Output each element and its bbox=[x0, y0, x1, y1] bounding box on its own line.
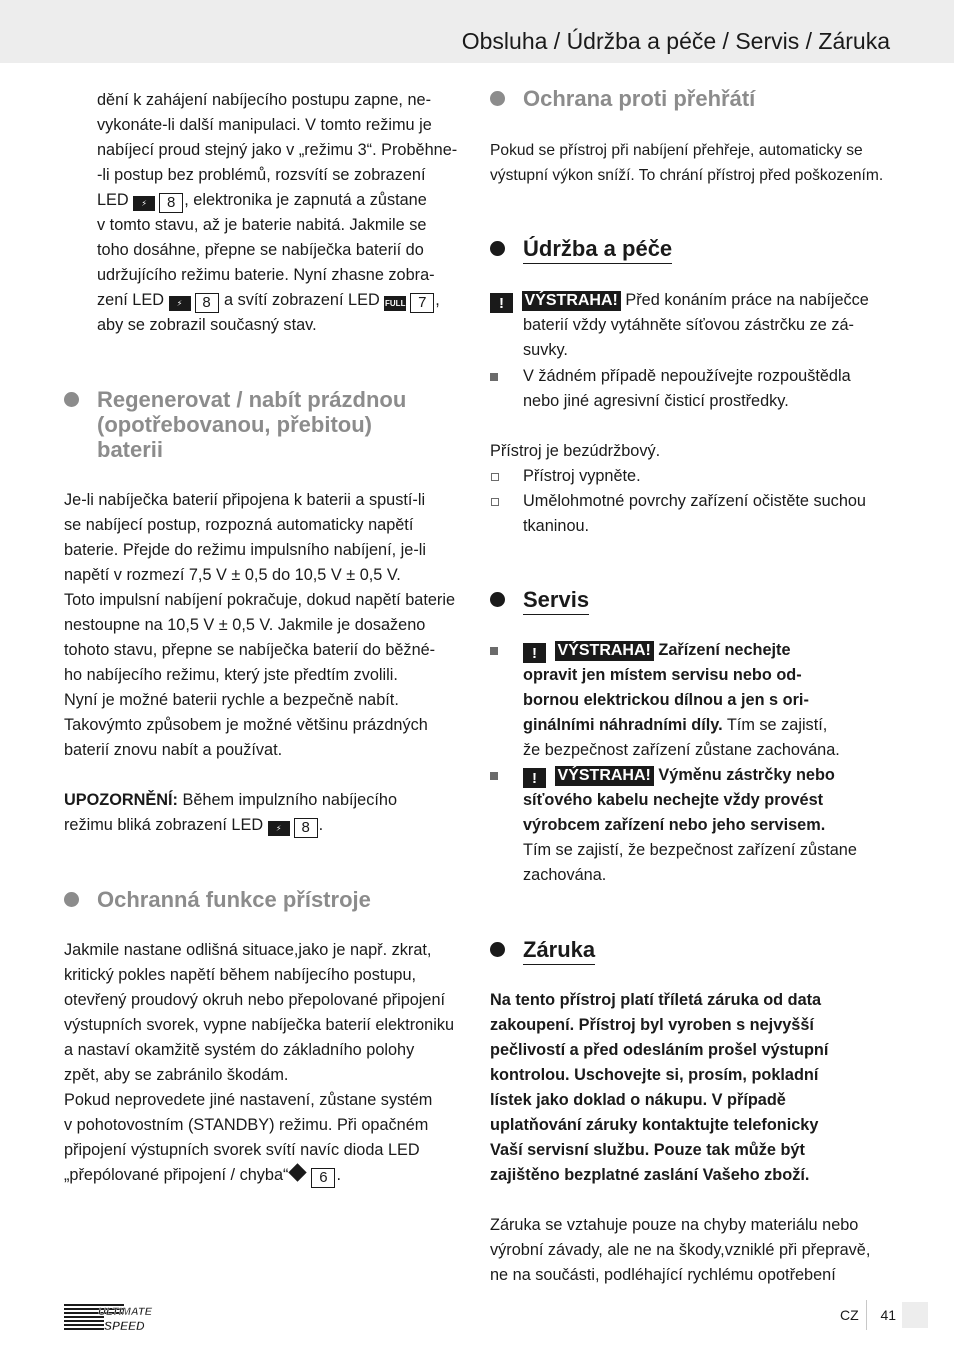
text-line: a nastaví okamžitě systém do základního polohy bbox=[64, 1041, 415, 1059]
text-fragment: zení LED bbox=[97, 291, 164, 309]
text-line: suvky. bbox=[523, 341, 568, 359]
bullet-dot-icon bbox=[490, 91, 505, 106]
text-line: Záruka se vztahuje pouze na chyby materiálu nebo bbox=[490, 1216, 859, 1234]
bullet-dot-icon bbox=[64, 892, 79, 907]
bullet-dot-icon bbox=[64, 392, 79, 407]
text-fragment: . bbox=[318, 816, 324, 834]
care-steps bbox=[490, 439, 866, 539]
section-heading-care bbox=[523, 236, 672, 261]
checkbox-bullet-icon bbox=[491, 498, 499, 506]
text-line bbox=[64, 813, 397, 838]
note-paragraph bbox=[64, 788, 397, 838]
battery-charging-icon: ⚡ bbox=[169, 296, 191, 311]
led-ref-box: 6 bbox=[311, 1168, 335, 1188]
warning-label: VÝSTRAHA! bbox=[555, 641, 654, 661]
text-fragment: ginálními náhradními díly. bbox=[523, 716, 723, 734]
heading-text: Servis bbox=[523, 587, 589, 615]
ultimate-speed-logo bbox=[64, 1304, 162, 1332]
error-diamond-icon bbox=[289, 1163, 307, 1181]
text-line: uplatňování záruky kontaktujte telefonicky bbox=[490, 1116, 819, 1134]
heading-text: Údržba a péče bbox=[523, 236, 672, 264]
text-fragment: LED bbox=[97, 191, 129, 209]
text-line: zpět, aby se zabránilo škodám. bbox=[64, 1066, 289, 1084]
text-line: Přístroj vypněte. bbox=[523, 467, 641, 485]
heading-text: Záruka bbox=[523, 937, 595, 965]
text-line: baterií vždy vytáhněte síťovou zástrčku ze zá- bbox=[523, 316, 854, 334]
text-line: bornou elektrickou dílnou a jen s ori- bbox=[523, 691, 809, 709]
text-line: v pohotovostním (STANDBY) režimu. Při opačném bbox=[64, 1116, 429, 1134]
text-line: kritický pokles napětí během nabíjecího postupu, bbox=[64, 966, 417, 984]
text-line bbox=[490, 763, 857, 788]
warning-label: VÝSTRAHA! bbox=[555, 766, 654, 786]
text-line: baterie. Přejde do režimu impulsního nabíjení, je-li bbox=[64, 541, 426, 559]
section-heading-zaruka bbox=[523, 937, 595, 962]
heading-text: Ochrana proti přehřátí bbox=[523, 86, 756, 111]
text-line: nabíjecí proud stejný jako v „režimu 3“. Proběhne- bbox=[97, 141, 458, 159]
text-fragment: Zařízení nechejte bbox=[653, 641, 791, 659]
footer-tab-marker bbox=[902, 1302, 928, 1328]
text-line: ne na součásti, podléhající rychlému opotřebení bbox=[490, 1266, 836, 1284]
bullet-dot-icon bbox=[490, 592, 505, 607]
bullet-dot-icon bbox=[490, 942, 505, 957]
logo-text-bottom: SPEED bbox=[104, 1319, 145, 1332]
text-fragment: a svítí zobrazení LED bbox=[224, 291, 380, 309]
overheat-paragraph bbox=[490, 138, 883, 188]
page-number-value: 41 bbox=[880, 1307, 897, 1323]
text-fragment: Před konáním práce na nabíječce bbox=[620, 291, 869, 309]
text-line: síťového kabelu nechejte vždy provést bbox=[523, 791, 824, 809]
text-line bbox=[64, 1163, 454, 1188]
regenerate-paragraph bbox=[64, 488, 455, 763]
text-line: toho dosáhne, přepne se nabíječka baterií do bbox=[97, 241, 424, 259]
warning-triangle-icon: ! bbox=[523, 643, 546, 663]
text-line: opravit jen místem servisu nebo od- bbox=[523, 666, 802, 684]
text-fragment: , elektronika je zapnutá a zůstane bbox=[184, 191, 427, 209]
text-fragment: . bbox=[336, 1166, 341, 1184]
section-heading-protection bbox=[97, 887, 371, 912]
heading-line: baterii bbox=[97, 437, 164, 462]
text-line: otevřený proudový okruh nebo přepolované připojení bbox=[64, 991, 446, 1009]
section-heading-regenerate bbox=[97, 387, 406, 462]
warning-triangle-icon: ! bbox=[490, 293, 513, 313]
square-bullet-icon bbox=[490, 647, 498, 655]
text-line: Umělohmotné povrchy zařízení očistěte suchou bbox=[523, 492, 866, 510]
text-line: se nabíjecí postup, rozpozná automaticky napětí bbox=[64, 516, 414, 534]
text-line: dění k zahájení nabíjecího postupu zapne, ne- bbox=[97, 91, 432, 109]
footer-divider bbox=[866, 1300, 867, 1330]
section-heading-overheat bbox=[523, 86, 755, 111]
battery-charging-icon: ⚡ bbox=[268, 821, 290, 836]
text-line: že bezpečnost zařízení zůstane zachována. bbox=[523, 741, 840, 759]
text-line: zakoupení. Přístroj byl vyroben s nejvyšší bbox=[490, 1016, 814, 1034]
logo-text-top: ULTIMATE bbox=[98, 1306, 152, 1318]
care-warning-2 bbox=[490, 364, 851, 414]
text-line: Na tento přístroj platí tříletá záruka od data bbox=[490, 991, 822, 1009]
text-line: -li postup bez problémů, rozsvítí se zobrazení bbox=[97, 166, 426, 184]
heading-line: (opotřebovanou, přebitou) bbox=[97, 412, 372, 437]
text-line: aby se zobrazil současný stav. bbox=[97, 316, 317, 334]
checkbox-bullet-icon bbox=[491, 473, 499, 481]
intro-paragraph bbox=[97, 88, 457, 338]
text-line: Přístroj je bezúdržbový. bbox=[490, 442, 661, 460]
battery-full-icon: FULL bbox=[384, 296, 406, 311]
protection-paragraph bbox=[64, 938, 454, 1188]
text-line: připojení výstupních svorek svítí navíc dioda LED bbox=[64, 1141, 420, 1159]
text-line: ho nabíjecího režimu, který jste předtím zvolili. bbox=[64, 666, 398, 684]
text-line: Pokud se přístroj při nabíjení přehřeje, automaticky se bbox=[490, 142, 863, 159]
warning-label: VÝSTRAHA! bbox=[522, 291, 621, 311]
square-bullet-icon bbox=[490, 373, 498, 381]
text-fragment: Výměnu zástrčky nebo bbox=[653, 766, 835, 784]
text-line: nestoupne na 10,5 V ± 0,5 V. Jakmile je dosaženo bbox=[64, 616, 426, 634]
square-bullet-icon bbox=[490, 772, 498, 780]
text-line: kontrolou. Uschovejte si, prosím, pokladní bbox=[490, 1066, 819, 1084]
text-line: Nyní je možné baterii rychle a bezpečně nabít. bbox=[64, 691, 399, 709]
bullet-dot-icon bbox=[490, 241, 505, 256]
text-line: Jakmile nastane odlišná situace,jako je např. zkrat, bbox=[64, 941, 432, 959]
page-header-title: Obsluha / Údržba a péče / Servis / Záruka bbox=[461, 28, 890, 54]
heading-text: Ochranná funkce přístroje bbox=[97, 887, 371, 912]
warranty-bold-paragraph bbox=[490, 988, 828, 1188]
text-line: výstupní výkon sníží. To chrání přístroj před poškozením. bbox=[490, 167, 884, 184]
text-line: baterií znovu nabít a používat. bbox=[64, 741, 283, 759]
text-line: Je-li nabíječka baterií připojena k baterii a spustí-li bbox=[64, 491, 426, 509]
text-line: výrobní závady, ale ne na škody,vzniklé při přepravě, bbox=[490, 1241, 871, 1259]
text-line: výstupních svorek, vypne nabíječka baterií elektroniku bbox=[64, 1016, 455, 1034]
text-line: Pokud neprovedete jiné nastavení, zůstane systém bbox=[64, 1091, 433, 1109]
text-fragment: Tím se zajistí, bbox=[722, 716, 828, 734]
text-line: Tím se zajistí, že bezpečnost zařízení zůstane bbox=[523, 841, 857, 859]
text-line bbox=[490, 288, 869, 313]
text-line: pečlivostí a před odesláním prošel výstupní bbox=[490, 1041, 829, 1059]
text-line: Vaší servisní službu. Pouze tak může být bbox=[490, 1141, 805, 1159]
text-line: napětí v rozmezí 7,5 V ± 0,5 do 10,5 V ± 0,5 V. bbox=[64, 566, 401, 584]
text-line bbox=[97, 188, 457, 213]
text-line: Takovýmto způsobem je možné většinu prázdných bbox=[64, 716, 428, 734]
text-line: tkaninou. bbox=[523, 517, 590, 535]
text-line: zajištěno bezplatné zaslání Vašeho zboží. bbox=[490, 1166, 810, 1184]
text-line: nebo jiné agresivní čisticí prostředky. bbox=[523, 392, 789, 410]
text-fragment: „přepólované připojení / chyba“ bbox=[64, 1166, 289, 1184]
text-fragment: Během impulzního nabíjecího bbox=[177, 791, 397, 809]
text-line: zachována. bbox=[523, 866, 607, 884]
text-line bbox=[490, 638, 840, 663]
servis-warning-2 bbox=[490, 763, 857, 888]
note-label: UPOZORNĚNÍ: bbox=[64, 791, 178, 809]
led-ref-box: 8 bbox=[159, 193, 183, 213]
text-line: výrobcem zařízení nebo jeho servisem. bbox=[523, 816, 826, 834]
led-ref-box: 8 bbox=[195, 293, 219, 313]
text-line: tohoto stavu, přepne se nabíječka baterií do běžné- bbox=[64, 641, 436, 659]
page-number bbox=[840, 1307, 896, 1323]
text-fragment: , bbox=[435, 291, 440, 309]
led-ref-box: 8 bbox=[294, 818, 318, 838]
text-line: lístek jako doklad o nákupu. V případě bbox=[490, 1091, 786, 1109]
warranty-paragraph bbox=[490, 1213, 870, 1288]
servis-warning-1 bbox=[490, 638, 840, 763]
text-line bbox=[97, 288, 457, 313]
language-code: CZ bbox=[840, 1307, 859, 1323]
text-line: Toto impulsní nabíjení pokračuje, dokud napětí baterie bbox=[64, 591, 456, 609]
text-line: vykonáte-li další manipulaci. V tomto režimu je bbox=[97, 116, 432, 134]
battery-charging-icon: ⚡ bbox=[133, 196, 155, 211]
led-ref-box: 7 bbox=[410, 293, 434, 313]
text-line: V žádném případě nepoužívejte rozpouštědla bbox=[523, 367, 851, 385]
care-warning-1 bbox=[490, 288, 869, 363]
text-line bbox=[490, 713, 840, 738]
text-fragment: režimu bliká zobrazení LED bbox=[64, 816, 264, 834]
warning-triangle-icon: ! bbox=[523, 768, 546, 788]
heading-line: Regenerovat / nabít prázdnou bbox=[97, 387, 407, 412]
section-heading-servis bbox=[523, 587, 589, 612]
text-line: v tomto stavu, až je baterie nabitá. Jakmile se bbox=[97, 216, 427, 234]
text-line: udržujícího režimu baterie. Nyní zhasne zobra- bbox=[97, 266, 435, 284]
text-line bbox=[64, 788, 397, 813]
